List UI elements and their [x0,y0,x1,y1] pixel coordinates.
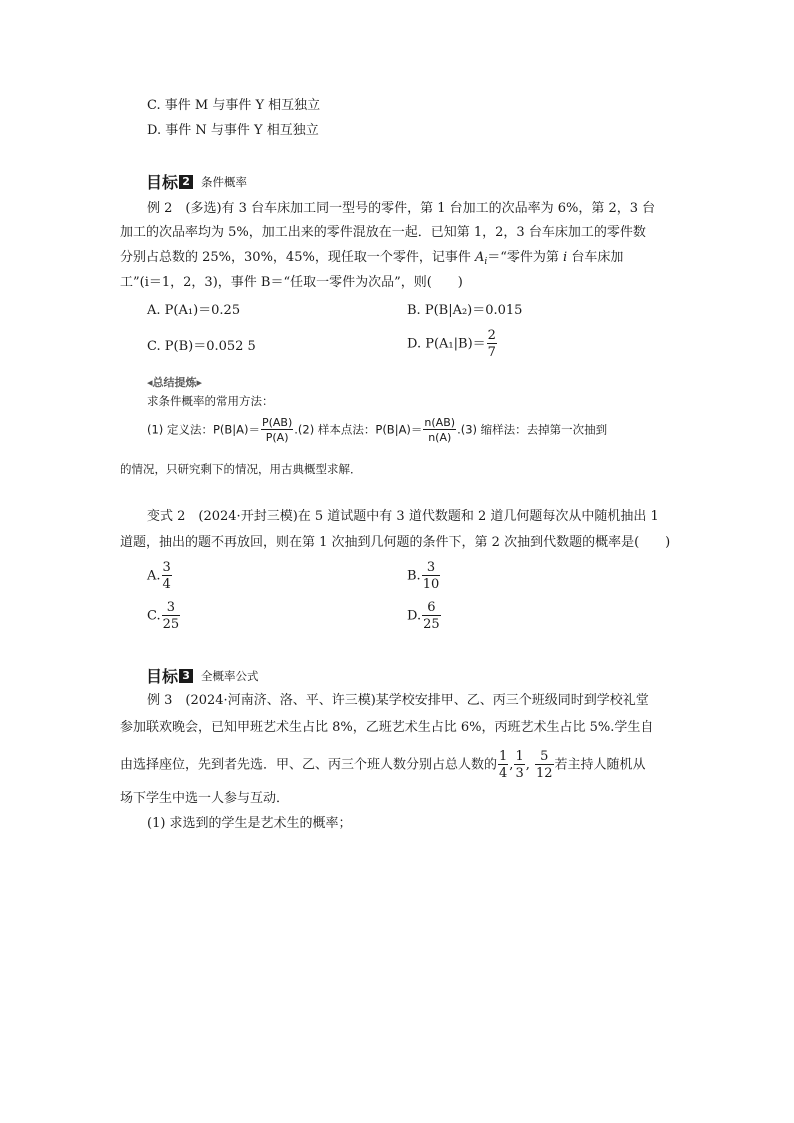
example-2-line-1: 例 2 (多选)有 3 台车床加工同一型号的零件，第 1 台加工的次品率为 6%，第 2，3 台 [147,201,656,216]
summary-methods-line-1: (1) 定义法：P(B|A)＝ $\frac{P(AB)}{P(A)}$ .(2) 样本点法：P(B|A)＝ $\frac{n(AB)}{n(A)}$ .(3) 缩样法：去掉第一次抽到 [147,416,608,444]
example-2-line-4: 工”(i＝1，2，3)，事件 B＝“任取一零件为次品”，则( ) [120,275,463,290]
target-number-badge: 2 [179,175,193,189]
example-3-question-1: (1) 求选到的学生是艺术生的概率； [147,816,352,831]
target-logo: 目标 [146,667,179,686]
example-2-line-2: 加工的次品率均为 5%，加工出来的零件混放在一起．已知第 1，2，3 台车床加工的零件数 [120,225,646,240]
example-2-option-b: B. P(B|A₂)＝0.015 [407,303,523,318]
example-2-option-d: D. P(A₁|B)＝ $\frac{2}{7}$ [407,328,496,360]
variant-2-line-1: 变式 2 (2024·开封三模)在 5 道试题中有 3 道代数题和 2 道几何题每次从中随机抽出 1 [147,509,659,524]
target-number-badge: 3 [179,669,193,683]
section-heading-target-2 [146,170,247,193]
section-heading-target-3 [146,664,259,687]
variant-2-option-a: A. $\frac{3}{4}$ [147,560,171,592]
section-title: 全概率公式 [201,668,259,683]
summary-methods-line-2: 的情况，只研究剩下的情况，用古典概型求解． [120,462,362,476]
variant-2-option-c: C. $\frac{3}{25}$ [147,600,180,632]
summary-heading: 求条件概率的常用方法： [147,394,274,408]
example-3-line-2: 参加联欢晚会，已知甲班艺术生占比 8%，乙班艺术生占比 6%，丙班艺术生占比 5%.学生自 [120,720,654,735]
variant-2-option-d: D. $\frac{6}{25}$ [407,600,440,632]
example-2-option-c: C. P(B)＝0.052 5 [147,339,256,354]
target-logo: 目标 [146,173,179,192]
variant-2-option-b: B. $\frac{3}{10}$ [407,560,440,592]
example-3-line-1: 例 3 (2024·河南济、洛、平、许三模)某学校安排甲、乙、丙三个班级同时到学校礼堂 [147,693,649,708]
example-2-option-a: A. P(A₁)＝0.25 [147,303,241,318]
example-3-line-3: 由选择座位，先到者先选．甲、乙、丙三个班人数分别占总人数的 $\frac{1}{4}$ , $\frac{1}{3}$ , $\frac{5}{12}$ 若主持人随机从 [120,749,646,781]
example-3-line-4: 场下学生中选一人参与互动． [120,791,290,806]
variant-2-line-2: 道题，抽出的题不再放回，则在第 1 次抽到几何题的条件下，第 2 次抽到代数题的概率是( ) [120,535,671,550]
option-c: C. 事件 M 与事件 Y 相互独立 [147,98,321,113]
example-2-line-3: 分别占总数的 25%，30%，45%，现任取一个零件，记事件 $A_i=“$零件为第 i 台车床加 [120,250,624,267]
summary-tag: ◂总结提炼▸ [147,376,203,389]
option-d: D. 事件 N 与事件 Y 相互独立 [147,123,319,138]
section-title: 条件概率 [201,174,248,189]
